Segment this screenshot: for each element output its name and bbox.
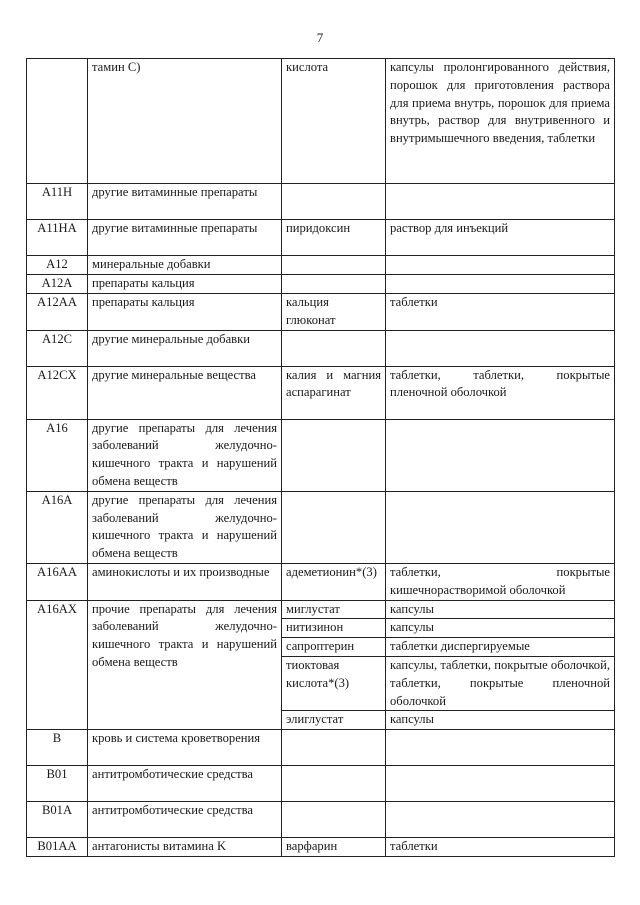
atc-group: другие минеральные добавки bbox=[88, 330, 282, 366]
table-row bbox=[27, 184, 615, 220]
table-row bbox=[27, 256, 615, 275]
table-row bbox=[27, 294, 615, 331]
substance: нитизинон bbox=[282, 619, 386, 638]
atc-group: другие препараты для лечения заболеваний желудочно-кишечного тракта и нарушений обмена веществ bbox=[88, 491, 282, 563]
atc-group: кровь и система кроветворения bbox=[88, 730, 282, 766]
dosage-form: таблетки bbox=[386, 838, 615, 857]
drug-table bbox=[26, 58, 615, 857]
atc-code: A16 bbox=[27, 419, 88, 491]
table-row bbox=[27, 838, 615, 857]
substance bbox=[282, 730, 386, 766]
dosage-form bbox=[386, 256, 615, 275]
substance: пиридоксин bbox=[282, 220, 386, 256]
substance bbox=[282, 419, 386, 491]
dosage-form: раствор для инъекций bbox=[386, 220, 615, 256]
table-row bbox=[27, 220, 615, 256]
atc-group: антагонисты витамина K bbox=[88, 838, 282, 857]
dosage-form bbox=[386, 184, 615, 220]
dosage-form: капсулы bbox=[386, 711, 615, 730]
atc-group: другие препараты для лечения заболеваний желудочно-кишечного тракта и нарушений обмена веществ bbox=[88, 419, 282, 491]
substance bbox=[282, 766, 386, 802]
substance: кальция глюконат bbox=[282, 294, 386, 331]
atc-group: антитромботические средства bbox=[88, 766, 282, 802]
atc-code: A16AA bbox=[27, 563, 88, 600]
atc-code: A11H bbox=[27, 184, 88, 220]
table-row bbox=[27, 563, 615, 600]
substance: тиоктовая кислота*(3) bbox=[282, 656, 386, 710]
atc-code: B01 bbox=[27, 766, 88, 802]
dosage-form: капсулы пролонгированного действия, порошок для приготовления раствора для приема внутрь, порошок для приема внутрь, раствор для внутривенного и внутримышечного введения, таблетки bbox=[386, 59, 615, 184]
atc-group: прочие препараты для лечения заболеваний желудочно-кишечного тракта и нарушений обмена веществ bbox=[88, 600, 282, 730]
table-row bbox=[27, 330, 615, 366]
atc-code: A16A bbox=[27, 491, 88, 563]
substance bbox=[282, 256, 386, 275]
atc-code: A12C bbox=[27, 330, 88, 366]
dosage-form: капсулы bbox=[386, 600, 615, 619]
table-row bbox=[27, 59, 615, 184]
atc-group: другие витаминные препараты bbox=[88, 220, 282, 256]
table-row bbox=[27, 600, 615, 619]
atc-group: препараты кальция bbox=[88, 294, 282, 331]
atc-code: A12 bbox=[27, 256, 88, 275]
substance bbox=[282, 184, 386, 220]
table-row bbox=[27, 730, 615, 766]
table-row bbox=[27, 802, 615, 838]
dosage-form: капсулы bbox=[386, 619, 615, 638]
dosage-form: таблетки bbox=[386, 294, 615, 331]
atc-group: препараты кальция bbox=[88, 275, 282, 294]
atc-code: A12AA bbox=[27, 294, 88, 331]
atc-code: A11HA bbox=[27, 220, 88, 256]
atc-code: A12CX bbox=[27, 366, 88, 419]
dosage-form bbox=[386, 330, 615, 366]
atc-group: другие витаминные препараты bbox=[88, 184, 282, 220]
substance bbox=[282, 491, 386, 563]
table-row bbox=[27, 275, 615, 294]
atc-code: B01A bbox=[27, 802, 88, 838]
substance: миглустат bbox=[282, 600, 386, 619]
dosage-form bbox=[386, 802, 615, 838]
substance: варфарин bbox=[282, 838, 386, 857]
atc-code bbox=[27, 59, 88, 184]
dosage-form bbox=[386, 419, 615, 491]
substance bbox=[282, 330, 386, 366]
atc-code: A16AX bbox=[27, 600, 88, 730]
substance: адеметионин*(3) bbox=[282, 563, 386, 600]
table-row bbox=[27, 766, 615, 802]
substance bbox=[282, 802, 386, 838]
substance: сапроптерин bbox=[282, 638, 386, 657]
atc-group: антитромботические средства bbox=[88, 802, 282, 838]
table-row bbox=[27, 491, 615, 563]
atc-code: B01AA bbox=[27, 838, 88, 857]
table-row bbox=[27, 419, 615, 491]
dosage-form: таблетки, покрытые кишечнорастворимой оболочкой bbox=[386, 563, 615, 600]
substance: элиглустат bbox=[282, 711, 386, 730]
table-row bbox=[27, 366, 615, 419]
atc-group: тамин С) bbox=[88, 59, 282, 184]
substance: калия и магния аспарагинат bbox=[282, 366, 386, 419]
dosage-form bbox=[386, 491, 615, 563]
dosage-form: таблетки, таблетки, покрытые пленочной оболочкой bbox=[386, 366, 615, 419]
atc-group: другие минеральные вещества bbox=[88, 366, 282, 419]
dosage-form bbox=[386, 275, 615, 294]
atc-group: минеральные добавки bbox=[88, 256, 282, 275]
atc-group: аминокислоты и их производные bbox=[88, 563, 282, 600]
page-number: 7 bbox=[316, 30, 324, 45]
dosage-form: таблетки диспергируемые bbox=[386, 638, 615, 657]
atc-code: A12A bbox=[27, 275, 88, 294]
atc-code: B bbox=[27, 730, 88, 766]
dosage-form bbox=[386, 766, 615, 802]
substance bbox=[282, 275, 386, 294]
substance: кислота bbox=[282, 59, 386, 184]
dosage-form bbox=[386, 730, 615, 766]
dosage-form: капсулы, таблетки, покрытые оболочкой, таблетки, покрытые пленочной оболочкой bbox=[386, 656, 615, 710]
